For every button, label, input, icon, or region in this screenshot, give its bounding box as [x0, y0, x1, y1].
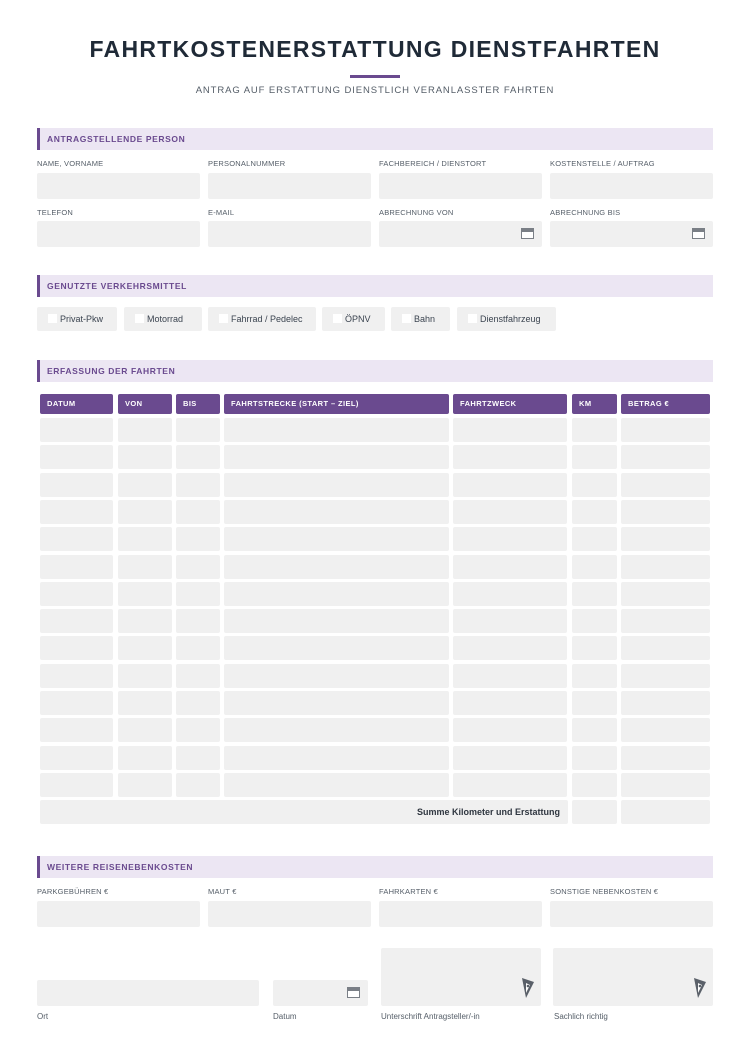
- ort-label: Ort: [37, 1012, 49, 1021]
- personalnummer-label: PERSONALNUMMER: [208, 159, 286, 168]
- antragsteller-signature-label: Unterschrift Antragsteller/-in: [381, 1012, 480, 1021]
- cell-fahrtzweck[interactable]: [453, 636, 567, 660]
- cell-von[interactable]: [118, 473, 172, 497]
- datum-label: Datum: [273, 1012, 297, 1021]
- cell-von[interactable]: [118, 500, 172, 524]
- cell-von[interactable]: [118, 664, 172, 688]
- cell-datum[interactable]: [40, 773, 113, 797]
- cell-datum[interactable]: [40, 718, 113, 742]
- cell-betrag[interactable]: [621, 582, 710, 606]
- cell-datum[interactable]: [40, 582, 113, 606]
- calendar-icon[interactable]: [521, 228, 534, 239]
- cell-datum[interactable]: [40, 555, 113, 579]
- cell-fahrtzweck[interactable]: [453, 418, 567, 442]
- cell-bis[interactable]: [176, 746, 220, 770]
- column-header-datum: DATUM: [40, 394, 113, 414]
- calendar-icon[interactable]: [347, 987, 360, 998]
- cell-km[interactable]: [572, 746, 617, 770]
- cell-fahrtstrecke[interactable]: [224, 445, 449, 469]
- cell-bis[interactable]: [176, 473, 220, 497]
- telefon-field[interactable]: [37, 221, 200, 247]
- cell-betrag[interactable]: [621, 500, 710, 524]
- cell-bis[interactable]: [176, 500, 220, 524]
- ort-field[interactable]: [37, 980, 259, 1006]
- abrechnung-bis-date-field[interactable]: [550, 221, 713, 247]
- abrechnung-von-label: ABRECHNUNG VON: [379, 208, 454, 217]
- section-header-person: ANTRAGSTELLENDE PERSON: [37, 128, 713, 150]
- cell-von[interactable]: [118, 636, 172, 660]
- cell-von[interactable]: [118, 555, 172, 579]
- cell-bis[interactable]: [176, 445, 220, 469]
- cell-datum[interactable]: [40, 473, 113, 497]
- cell-fahrtzweck[interactable]: [453, 664, 567, 688]
- cell-datum[interactable]: [40, 445, 113, 469]
- kostenstelle-label: KOSTENSTELLE / AUFTRAG: [550, 159, 655, 168]
- checkbox-icon[interactable]: [402, 314, 411, 323]
- option-label: Motorrad: [147, 314, 184, 324]
- sum-betrag-field[interactable]: [621, 800, 710, 824]
- option-label: Privat-Pkw: [60, 314, 104, 324]
- cell-fahrtstrecke[interactable]: [224, 636, 449, 660]
- cell-von[interactable]: [118, 691, 172, 715]
- cell-km[interactable]: [572, 691, 617, 715]
- cell-fahrtstrecke[interactable]: [224, 773, 449, 797]
- cell-fahrtstrecke[interactable]: [224, 473, 449, 497]
- cell-von[interactable]: [118, 609, 172, 633]
- checkbox-icon[interactable]: [333, 314, 342, 323]
- cell-fahrtstrecke[interactable]: [224, 664, 449, 688]
- cell-km[interactable]: [572, 418, 617, 442]
- cell-von[interactable]: [118, 718, 172, 742]
- cell-datum[interactable]: [40, 527, 113, 551]
- datum-date-field[interactable]: [273, 980, 368, 1006]
- email-label: E-MAIL: [208, 208, 235, 217]
- cell-fahrtstrecke[interactable]: [224, 527, 449, 551]
- cell-km[interactable]: [572, 636, 617, 660]
- checkbox-icon[interactable]: [219, 314, 228, 323]
- cell-km[interactable]: [572, 473, 617, 497]
- section-header-fahrten: ERFASSUNG DER FAHRTEN: [37, 360, 713, 382]
- cell-bis[interactable]: [176, 582, 220, 606]
- cell-betrag[interactable]: [621, 746, 710, 770]
- cell-betrag[interactable]: [621, 636, 710, 660]
- cell-von[interactable]: [118, 746, 172, 770]
- cell-betrag[interactable]: [621, 418, 710, 442]
- abrechnung-bis-label: ABRECHNUNG BIS: [550, 208, 621, 217]
- cell-fahrtzweck[interactable]: [453, 582, 567, 606]
- section-header-verkehrsmittel: GENUTZTE VERKEHRSMITTEL: [37, 275, 713, 297]
- cell-von[interactable]: [118, 418, 172, 442]
- cell-betrag[interactable]: [621, 773, 710, 797]
- cell-bis[interactable]: [176, 527, 220, 551]
- cell-betrag[interactable]: [621, 473, 710, 497]
- cell-datum[interactable]: [40, 664, 113, 688]
- title-divider: [350, 75, 400, 78]
- personalnummer-field[interactable]: [208, 173, 371, 199]
- cell-fahrtzweck[interactable]: [453, 473, 567, 497]
- fachbereich-field[interactable]: [379, 173, 542, 199]
- cell-betrag[interactable]: [621, 691, 710, 715]
- calendar-icon[interactable]: [692, 228, 705, 239]
- telefon-label: TELEFON: [37, 208, 73, 217]
- pen-icon: [521, 976, 535, 1000]
- sonstige-label: SONSTIGE NEBENKOSTEN €: [550, 887, 659, 896]
- cell-fahrtzweck[interactable]: [453, 555, 567, 579]
- cell-von[interactable]: [118, 773, 172, 797]
- cell-km[interactable]: [572, 609, 617, 633]
- cell-von[interactable]: [118, 445, 172, 469]
- cell-bis[interactable]: [176, 664, 220, 688]
- cell-fahrtstrecke[interactable]: [224, 718, 449, 742]
- maut-field[interactable]: [208, 901, 371, 927]
- column-header-von: VON: [118, 394, 172, 414]
- cell-bis[interactable]: [176, 718, 220, 742]
- cell-fahrtzweck[interactable]: [453, 691, 567, 715]
- parkgebuehren-field[interactable]: [37, 901, 200, 927]
- cell-fahrtzweck[interactable]: [453, 527, 567, 551]
- cell-bis[interactable]: [176, 636, 220, 660]
- fahrkarten-field[interactable]: [379, 901, 542, 927]
- cell-bis[interactable]: [176, 555, 220, 579]
- abrechnung-von-date-field[interactable]: [379, 221, 542, 247]
- cell-datum[interactable]: [40, 691, 113, 715]
- column-header-betrag: BETRAG €: [621, 394, 710, 414]
- signature-antragsteller-field[interactable]: [381, 948, 541, 1006]
- cell-km[interactable]: [572, 582, 617, 606]
- cell-km[interactable]: [572, 445, 617, 469]
- cell-datum[interactable]: [40, 609, 113, 633]
- cell-bis[interactable]: [176, 773, 220, 797]
- cell-km[interactable]: [572, 527, 617, 551]
- column-header-fahrtzweck: FAHRTZWECK: [453, 394, 567, 414]
- sum-row-label: Summe Kilometer und Erstattung: [40, 800, 568, 824]
- cell-von[interactable]: [118, 582, 172, 606]
- column-header-bis: BIS: [176, 394, 220, 414]
- email-field[interactable]: [208, 221, 371, 247]
- cell-fahrtzweck[interactable]: [453, 500, 567, 524]
- cell-km[interactable]: [572, 500, 617, 524]
- cell-bis[interactable]: [176, 418, 220, 442]
- cell-fahrtstrecke[interactable]: [224, 500, 449, 524]
- checkbox-icon[interactable]: [48, 314, 57, 323]
- checkbox-fahrrad[interactable]: [208, 307, 316, 331]
- cell-fahrtzweck[interactable]: [453, 718, 567, 742]
- checkbox-bahn[interactable]: [391, 307, 450, 331]
- cell-km[interactable]: [572, 718, 617, 742]
- column-header-km: KM: [572, 394, 617, 414]
- cell-datum[interactable]: [40, 636, 113, 660]
- pen-icon: [693, 976, 707, 1000]
- cell-datum[interactable]: [40, 746, 113, 770]
- column-header-fahrtstrecke: FAHRTSTRECKE (START – ZIEL): [224, 394, 449, 414]
- cell-fahrtzweck[interactable]: [453, 609, 567, 633]
- checkbox-oepnv[interactable]: [322, 307, 385, 331]
- cell-fahrtstrecke[interactable]: [224, 555, 449, 579]
- checkbox-icon[interactable]: [468, 314, 477, 323]
- sum-km-field[interactable]: [572, 800, 617, 824]
- checkbox-motorrad[interactable]: [124, 307, 202, 331]
- section-header-nebenkosten: WEITERE REISENEBENKOSTEN: [37, 856, 713, 878]
- cell-fahrtstrecke[interactable]: [224, 418, 449, 442]
- cell-bis[interactable]: [176, 609, 220, 633]
- fahrkarten-label: FAHRKARTEN €: [379, 887, 438, 896]
- cell-von[interactable]: [118, 527, 172, 551]
- name-label: NAME, VORNAME: [37, 159, 104, 168]
- cell-betrag[interactable]: [621, 527, 710, 551]
- cell-betrag[interactable]: [621, 445, 710, 469]
- cell-betrag[interactable]: [621, 718, 710, 742]
- signature-sachlich-field[interactable]: [553, 948, 713, 1006]
- cell-fahrtstrecke[interactable]: [224, 609, 449, 633]
- cell-km[interactable]: [572, 773, 617, 797]
- cell-bis[interactable]: [176, 691, 220, 715]
- cell-betrag[interactable]: [621, 555, 710, 579]
- option-label: ÖPNV: [345, 314, 371, 324]
- checkbox-icon[interactable]: [135, 314, 144, 323]
- fachbereich-label: FACHBEREICH / DIENSTORT: [379, 159, 487, 168]
- page-subtitle: ANTRAG AUF ERSTATTUNG DIENSTLICH VERANLASSTER FAHRTEN: [195, 85, 555, 96]
- option-label: Bahn: [414, 314, 436, 324]
- page-title: FAHRTKOSTENERSTATTUNG DIENSTFAHRTEN: [89, 36, 661, 62]
- cell-km[interactable]: [572, 664, 617, 688]
- checkbox-privat-pkw[interactable]: [37, 307, 117, 331]
- cell-datum[interactable]: [40, 418, 113, 442]
- cell-fahrtzweck[interactable]: [453, 445, 567, 469]
- cell-datum[interactable]: [40, 500, 113, 524]
- cell-km[interactable]: [572, 555, 617, 579]
- checkbox-dienstfahrzeug[interactable]: [457, 307, 556, 331]
- cell-betrag[interactable]: [621, 609, 710, 633]
- cell-fahrtstrecke[interactable]: [224, 582, 449, 606]
- cell-fahrtzweck[interactable]: [453, 773, 567, 797]
- name-field[interactable]: [37, 173, 200, 199]
- kostenstelle-field[interactable]: [550, 173, 713, 199]
- cell-fahrtstrecke[interactable]: [224, 746, 449, 770]
- sonstige-field[interactable]: [550, 901, 713, 927]
- maut-label: MAUT €: [208, 887, 237, 896]
- sachlich-richtig-label: Sachlich richtig: [554, 1012, 608, 1021]
- cell-fahrtstrecke[interactable]: [224, 691, 449, 715]
- option-label: Dienstfahrzeug: [480, 314, 541, 324]
- cell-fahrtzweck[interactable]: [453, 746, 567, 770]
- option-label: Fahrrad / Pedelec: [231, 314, 303, 324]
- parkgebuehren-label: PARKGEBÜHREN €: [37, 887, 109, 896]
- cell-betrag[interactable]: [621, 664, 710, 688]
